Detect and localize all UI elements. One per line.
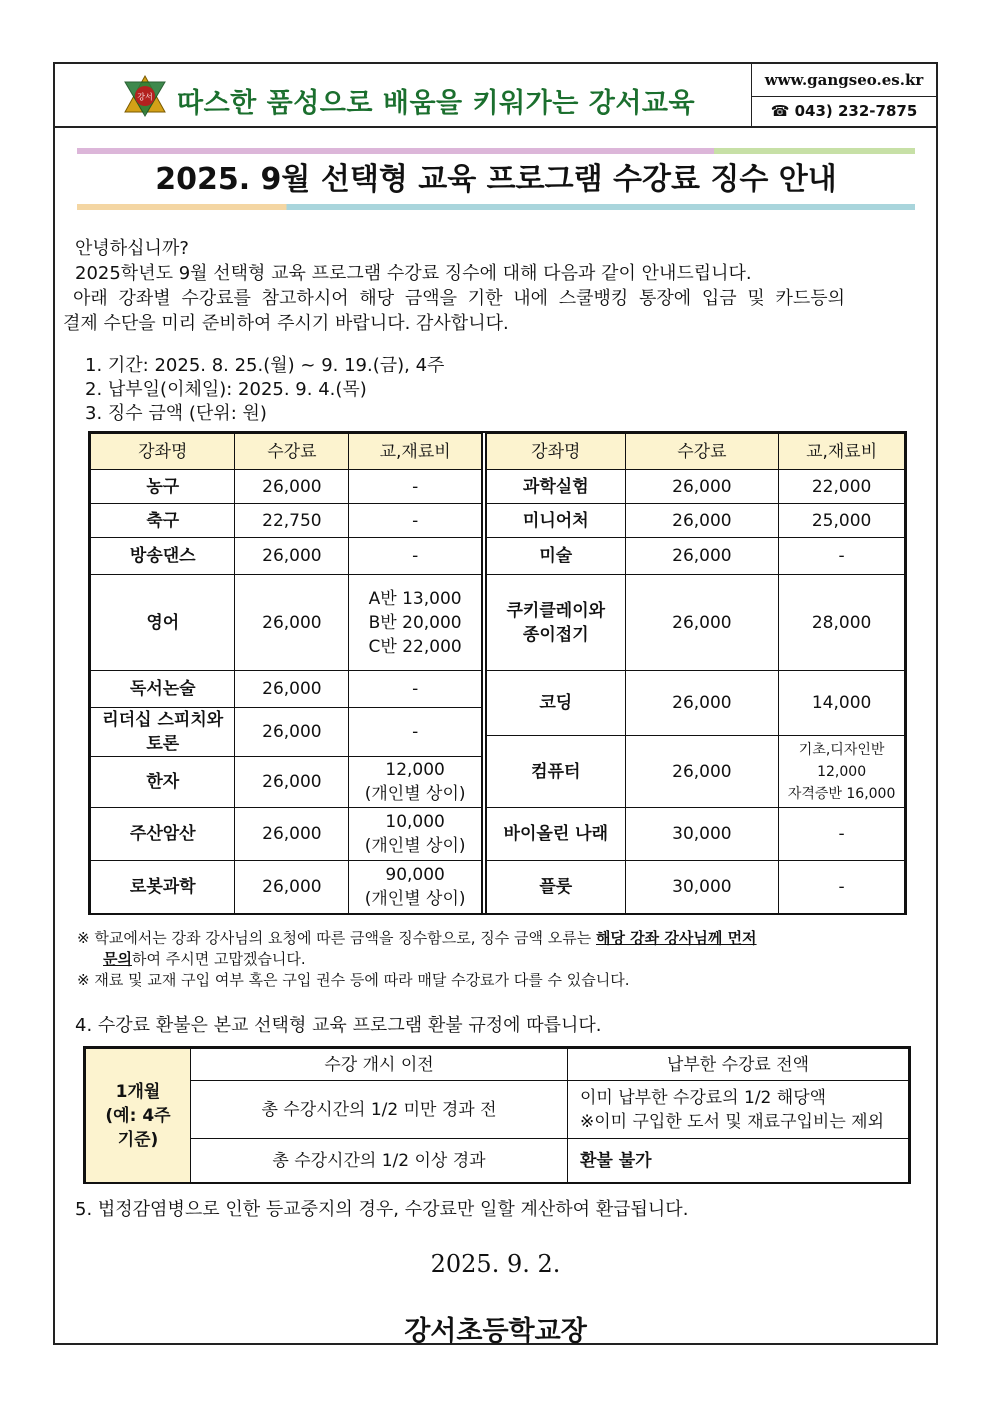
table-row	[91, 808, 482, 861]
refund-heading: 4. 수강료 환불은 본교 선택형 교육 프로그램 환불 규정에 따릅니다.	[75, 1015, 602, 1036]
course-name: 미술	[487, 538, 626, 575]
course-fee: 30,000	[625, 808, 779, 861]
header-fee: 수강료	[235, 434, 349, 470]
fee-table	[88, 431, 907, 915]
signature: 강서초등학교장	[404, 1316, 587, 1347]
course-material: -	[349, 671, 482, 708]
item-due-date: 2. 납부일(이체일): 2025. 9. 4.(목)	[85, 379, 367, 400]
refund-result	[568, 1081, 909, 1139]
school-slogan: 따스한 품성으로 배움을 키워가는 강서교육	[177, 88, 696, 119]
item-amount: 3. 징수 금액 (단위: 원)	[85, 403, 267, 424]
page-title: 2025. 9월 선택형 교육 프로그램 수강료 징수 안내	[155, 162, 837, 197]
refund-table-grid	[85, 1048, 909, 1183]
refund-period	[86, 1049, 191, 1183]
header-course: 강좌명	[487, 434, 626, 470]
course-material: -	[779, 538, 905, 575]
refund-result-line: ※이미 구입한 도서 및 재료구입비는 제외	[580, 1111, 885, 1132]
document-date: 2025. 9. 2.	[430, 1250, 561, 1278]
table-row	[487, 736, 905, 808]
course-fee: 26,000	[235, 538, 349, 575]
course-name: 독서논술	[91, 671, 235, 708]
course-material: -	[349, 538, 482, 575]
letterhead	[55, 64, 936, 128]
material-line: 12,000	[385, 760, 445, 780]
course-name: 축구	[91, 504, 235, 538]
course-name: 미니어처	[487, 504, 626, 538]
refund-condition: 총 수강시간의 1/2 미만 경과 전	[191, 1081, 568, 1139]
course-material: -	[349, 708, 482, 757]
material-line: (개인별 상이)	[364, 784, 466, 804]
greeting: 안녕하십니까?	[75, 238, 189, 259]
course-name: 컴퓨터	[487, 736, 626, 808]
intro-line-2: 2025학년도 9월 선택형 교육 프로그램 수강료 징수에 대해 다음과 같이 안내드립니다.	[75, 263, 752, 284]
note-1-text-cont: 하여 주시면 고맙겠습니다.	[131, 950, 306, 968]
header-material: 교,재료비	[779, 434, 905, 470]
refund-result: 환불 불가	[568, 1139, 909, 1183]
material-line: 기초,디자인반	[798, 741, 885, 758]
course-material: -	[779, 861, 905, 914]
table-row	[487, 470, 905, 504]
course-name	[487, 575, 626, 671]
refund-condition: 수강 개시 이전	[191, 1049, 568, 1081]
course-fee: 26,000	[625, 538, 779, 575]
logo-text: 강서	[137, 92, 153, 102]
material-line: 90,000	[385, 865, 445, 885]
course-fee: 22,750	[235, 504, 349, 538]
material-line: 12,000	[817, 763, 867, 780]
course-material: 25,000	[779, 504, 905, 538]
course-fee: 26,000	[625, 575, 779, 671]
header-fee: 수강료	[625, 434, 779, 470]
table-row	[487, 538, 905, 575]
course-fee: 26,000	[625, 470, 779, 504]
course-material: -	[349, 470, 482, 504]
table-row	[91, 708, 482, 757]
course-fee: 26,000	[235, 575, 349, 671]
course-material: 14,000	[779, 671, 905, 736]
course-name: 한자	[91, 757, 235, 808]
course-fee: 26,000	[625, 504, 779, 538]
school-logo-icon	[123, 74, 167, 118]
course-material: -	[779, 808, 905, 861]
material-line: (개인별 상이)	[364, 889, 466, 909]
title-bar-bottom	[77, 204, 915, 210]
course-name: 플룻	[487, 861, 626, 914]
material-line: 10,000	[385, 812, 445, 832]
table-row	[91, 504, 482, 538]
course-material	[349, 757, 482, 808]
note-1-emphasis-cont: 문의	[103, 950, 132, 968]
header-material: 교,재료비	[349, 434, 482, 470]
header-course: 강좌명	[91, 434, 235, 470]
refund-period-line: 기준)	[117, 1129, 159, 1150]
course-name-line: 토론	[146, 734, 180, 754]
table-row	[91, 538, 482, 575]
course-material	[349, 861, 482, 914]
note-1-continued	[103, 949, 306, 970]
material-line: (개인별 상이)	[364, 836, 466, 856]
material-line: 자격증반 16,000	[787, 785, 896, 802]
fee-table-right	[486, 433, 905, 914]
school-phone: ☎ 043) 232-7875	[770, 102, 918, 120]
table-row	[487, 671, 905, 736]
course-fee: 26,000	[235, 757, 349, 808]
table-row	[91, 861, 482, 914]
refund-table	[83, 1046, 911, 1184]
course-fee: 26,000	[235, 470, 349, 504]
table-row	[487, 504, 905, 538]
fee-table-left	[90, 433, 482, 914]
course-material	[349, 808, 482, 861]
refund-period-line: (예: 4주	[105, 1105, 171, 1126]
table-row	[91, 757, 482, 808]
table-row	[487, 861, 905, 914]
course-name: 코딩	[487, 671, 626, 736]
course-name: 주산암산	[91, 808, 235, 861]
item-5: 5. 법정감염병으로 인한 등교중지의 경우, 수강료만 일할 계산하여 환급됩니다.	[75, 1199, 689, 1220]
material-line: B반 20,000	[368, 612, 462, 633]
course-name-line: 종이접기	[522, 624, 589, 645]
course-material: -	[349, 504, 482, 538]
intro-line-4: 결제 수단을 미리 준비하여 주시기 바랍니다. 감사합니다.	[63, 313, 509, 334]
course-fee: 26,000	[235, 708, 349, 757]
note-1	[77, 928, 757, 949]
table-row	[91, 575, 482, 671]
course-name: 방송댄스	[91, 538, 235, 575]
course-name	[91, 708, 235, 757]
course-material	[349, 575, 482, 671]
course-material: 22,000	[779, 470, 905, 504]
note-1-text: ※ 학교에서는 강좌 강사님의 요청에 따른 금액을 징수함으로, 징수 금액 오류는	[77, 929, 596, 947]
document-frame	[53, 62, 938, 1345]
material-line: C반 22,000	[368, 636, 462, 657]
table-row	[487, 808, 905, 861]
table-row	[487, 575, 905, 671]
refund-result: 납부한 수강료 전액	[568, 1049, 909, 1081]
course-name: 영어	[91, 575, 235, 671]
material-line: A반 13,000	[368, 588, 462, 609]
course-name-line: 리더십 스피치와	[102, 710, 224, 730]
course-fee: 26,000	[625, 671, 779, 736]
table-row	[91, 470, 482, 504]
course-fee: 26,000	[235, 808, 349, 861]
course-fee: 26,000	[235, 671, 349, 708]
refund-condition: 총 수강시간의 1/2 이상 경과	[191, 1139, 568, 1183]
school-website[interactable]: www.gangseo.es.kr	[752, 64, 936, 97]
course-name: 과학실험	[487, 470, 626, 504]
title-bar-top	[77, 148, 915, 154]
table-row	[91, 671, 482, 708]
course-material	[779, 736, 905, 808]
refund-period-line: 1개월	[115, 1081, 161, 1102]
course-name: 바이올린 나래	[487, 808, 626, 861]
course-fee: 26,000	[625, 736, 779, 808]
course-name-line: 쿠키클레이와	[506, 600, 606, 621]
course-material: 28,000	[779, 575, 905, 671]
item-period: 1. 기간: 2025. 8. 25.(월) ~ 9. 19.(금), 4주	[85, 355, 445, 376]
course-fee: 26,000	[235, 861, 349, 914]
refund-result-line: 이미 납부한 수강료의 1/2 해당액	[580, 1087, 827, 1108]
course-name: 농구	[91, 470, 235, 504]
course-fee: 30,000	[625, 861, 779, 914]
note-2: ※ 재료 및 교재 구입 여부 혹은 구입 권수 등에 따라 매달 수강료가 다를 수 있습니다.	[77, 971, 630, 989]
course-name: 로봇과학	[91, 861, 235, 914]
letterhead-main	[55, 64, 752, 126]
intro-line-3: 아래 강좌별 수강료를 참고하시어 해당 금액을 기한 내에 스쿨뱅킹 통장에 입금 및 카드등의	[73, 288, 846, 309]
note-1-emphasis: 해당 강좌 강사님께 먼저	[595, 929, 757, 947]
